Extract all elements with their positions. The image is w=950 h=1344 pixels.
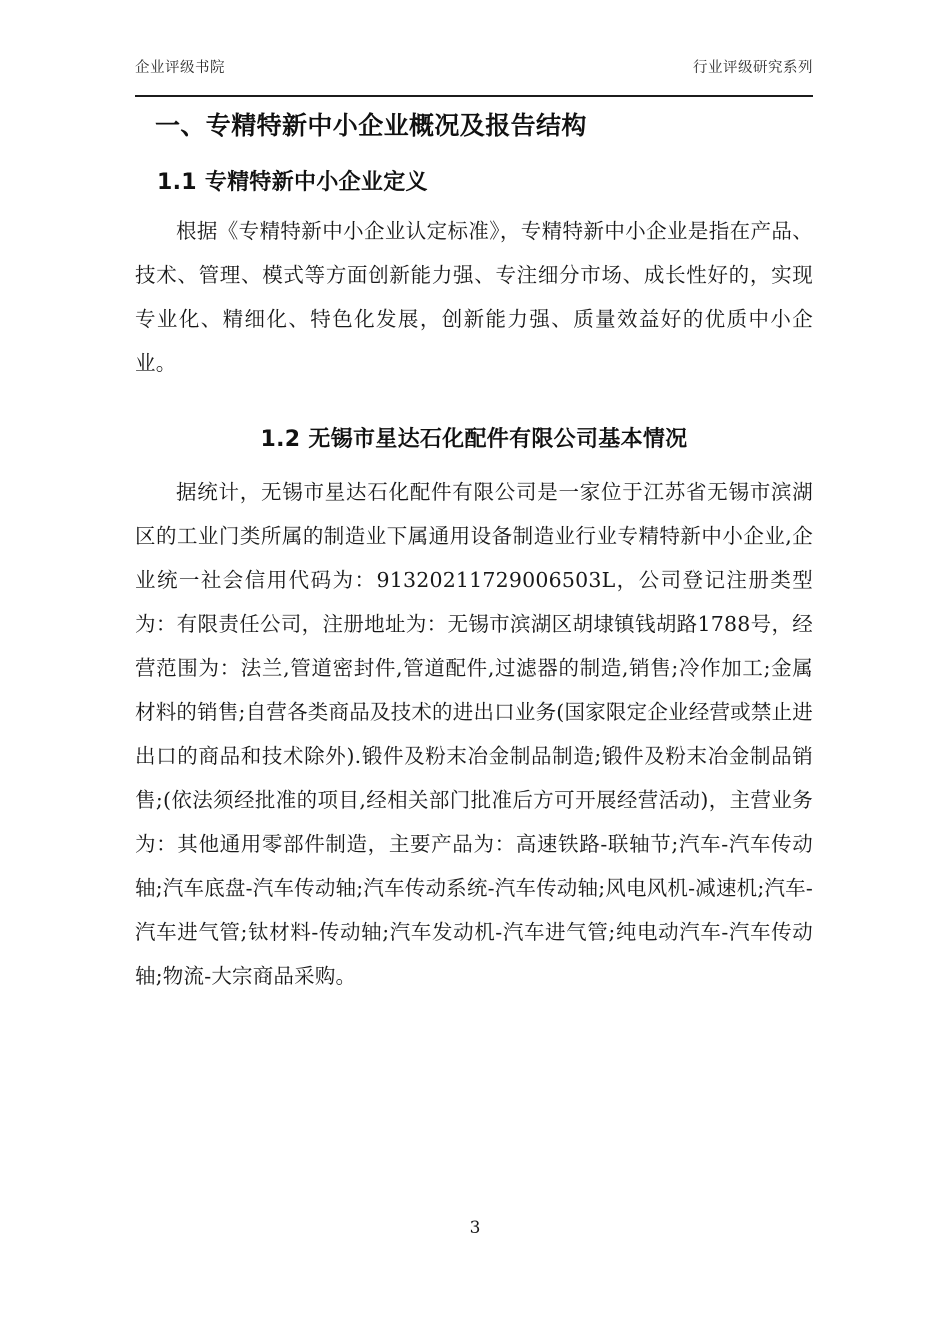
document-body	[135, 108, 813, 998]
section-heading-1: 一、专精特新中小企业概况及报告结构	[155, 111, 587, 140]
subsection-heading-1-2: 1.2 无锡市星达石化配件有限公司基本情况	[260, 427, 688, 453]
running-header	[135, 60, 813, 97]
subsection-heading-1-1: 1.1 专精特新中小企业定义	[157, 170, 428, 196]
header-right-label: 行业评级研究系列	[693, 60, 813, 76]
header-left-label: 企业评级书院	[135, 60, 225, 76]
page-footer	[0, 1218, 950, 1238]
paragraph-company-profile: 据统计，无锡市星达石化配件有限公司是一家位于江苏省无锡市滨湖区的工业门类所属的制造业下属通用设备制造业行业专精特新中小企业,企业统一社会信用代码为：91320211729006503L，公司登记注册类型为：有限责任公司，注册地址为：无锡市滨湖区胡埭镇钱胡路1788号，经营范围为：法兰,管道密封件,管道配件,过滤器的制造,销售;冷作加工;金属材料的销售;自营各类商品及技术的进出口业务(国家限定企业经营或禁止进出口的商品和技术除外).锻件及粉末冶金制品制造;锻件及粉末冶金制品销售;(依法须经批准的项目,经相关部门批准后方可开展经营活动)，主营业务为：其他通用零部件制造，主要产品为：高速铁路-联轴节;汽车-汽车传动轴;汽车底盘-汽车传动轴;汽车传动系统-汽车传动轴;风电风机-减速机;汽车-汽车进气管;钛材料-传动轴;汽车发动机-汽车进气管;纯电动汽车-汽车传动轴;物流-大宗商品采购。	[135, 480, 813, 989]
page-number: 3	[469, 1218, 481, 1238]
paragraph-definition: 根据《专精特新中小企业认定标准》，专精特新中小企业是指在产品、技术、管理、模式等方面创新能力强、专注细分市场、成长性好的，实现专业化、精细化、特色化发展，创新能力强、质量效益好的优质中小企业。	[135, 219, 813, 376]
